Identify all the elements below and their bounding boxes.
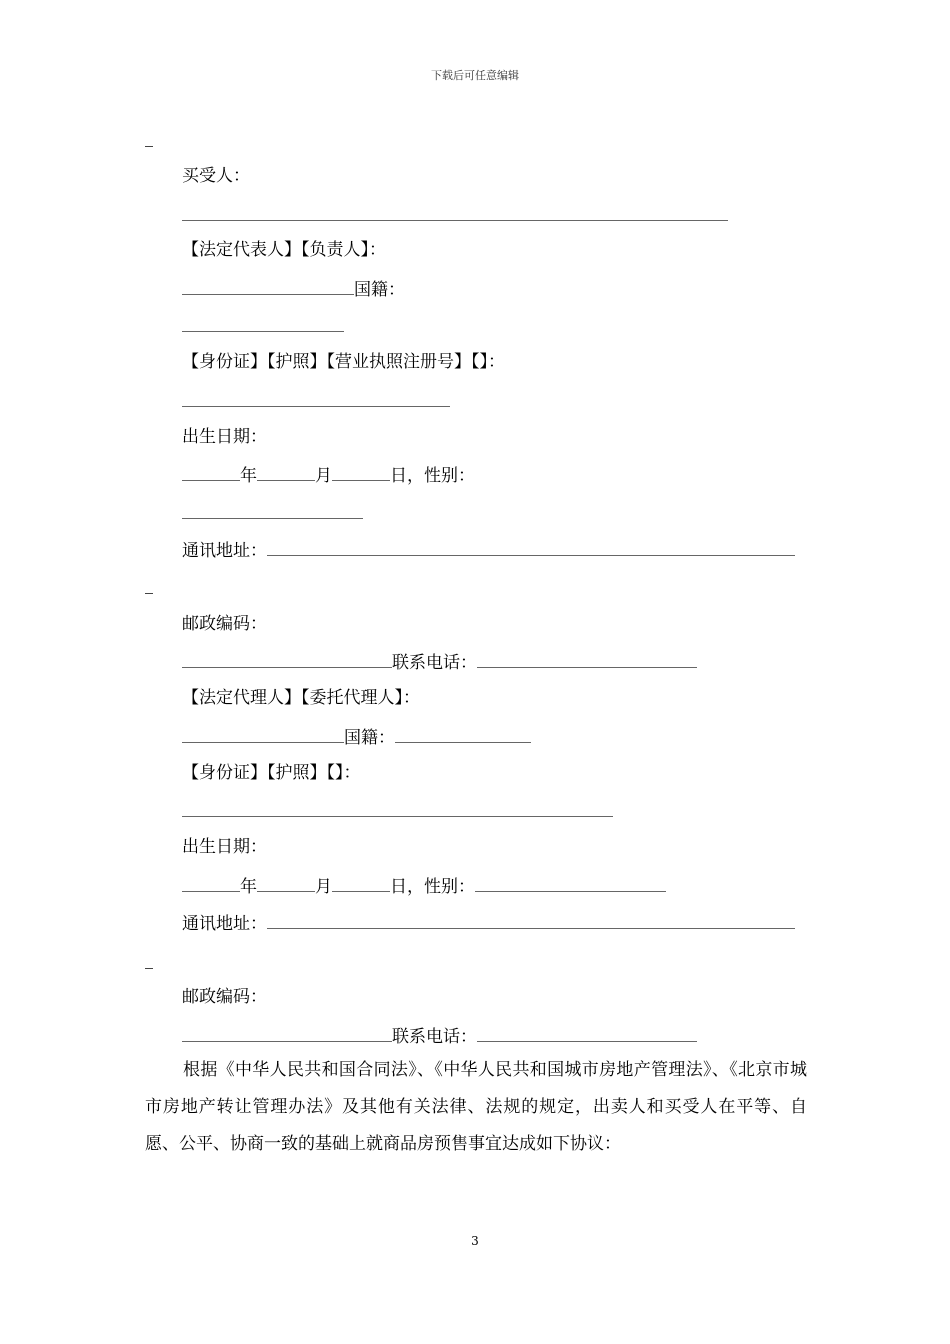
buyer-postcode-label: 邮政编码： [182,614,267,634]
dash-mark [145,593,153,594]
page-header: 下载后可任意编辑 [431,69,519,82]
agent-birth-label: 出生日期： [182,837,267,857]
agent-address-row [182,912,795,934]
buyer-postcode-row [182,651,697,673]
agent-address-label: 通讯地址： [182,914,267,934]
buyer-address-label: 通讯地址： [182,541,267,561]
agent-birth-row [182,875,666,897]
agent-year-field[interactable] [182,875,240,892]
agent-name-field[interactable] [182,726,344,743]
agreement-paragraph: 根据《中华人民共和国合同法》、《中华人民共和国城市房地产管理法》、《北京市城市房地产转让管理办法》及其他有关法律、法规的规定，出卖人和买受人在平等、自愿、公平、协商一致的基础上就商品房预售事宜达成如下协议： [145,1060,807,1154]
buyer-month-field[interactable] [257,464,315,481]
buyer-name-field[interactable] [182,204,728,226]
day-gender-label: 日，性别： [390,466,475,486]
agent-postcode-field[interactable] [182,1025,392,1042]
agent-postcode-label: 邮政编码： [182,987,267,1007]
year-label: 年 [240,877,257,897]
agent-phone-field[interactable] [477,1025,697,1042]
agent-nationality-label: 国籍： [344,728,395,748]
agent-row [182,726,531,748]
dash-mark [145,968,153,969]
buyer-phone-label: 联系电话： [392,653,477,673]
buyer-day-field[interactable] [332,464,390,481]
agent-address-field[interactable] [267,912,795,929]
agent-id-label: 【身份证】【护照】【】： [182,763,361,783]
month-label: 月 [315,877,332,897]
buyer-id-field[interactable] [182,390,450,412]
agent-id-field[interactable] [182,800,613,822]
dash-mark [145,146,153,147]
buyer-phone-field[interactable] [477,651,697,668]
agent-phone-label: 联系电话： [392,1027,477,1047]
agent-day-field[interactable] [332,875,390,892]
buyer-address-row [182,539,795,561]
buyer-rep-label: 【法定代表人】【负责人】： [182,240,386,260]
buyer-address-field[interactable] [267,539,795,556]
buyer-label: 买受人： [182,166,250,186]
buyer-birth-row [182,464,475,486]
agent-gender-field[interactable] [475,875,666,892]
page-number: 3 [471,1234,479,1248]
agent-month-field[interactable] [257,875,315,892]
buyer-rep-row [182,278,405,300]
buyer-year-field[interactable] [182,464,240,481]
buyer-postcode-field[interactable] [182,651,392,668]
buyer-id-label: 【身份证】【护照】【营业执照注册号】【】： [182,352,505,372]
buyer-nationality-label: 国籍： [354,280,405,300]
day-gender-label: 日，性别： [390,877,475,897]
buyer-gender-field[interactable] [182,502,363,524]
year-label: 年 [240,466,257,486]
agent-nationality-field[interactable] [395,726,531,743]
agent-label: 【法定代理人】【委托代理人】： [182,688,420,708]
buyer-birth-label: 出生日期： [182,427,267,447]
buyer-rep-field[interactable] [182,278,354,295]
month-label: 月 [315,466,332,486]
agent-postcode-row [182,1025,697,1047]
buyer-nationality-field[interactable] [182,315,344,337]
